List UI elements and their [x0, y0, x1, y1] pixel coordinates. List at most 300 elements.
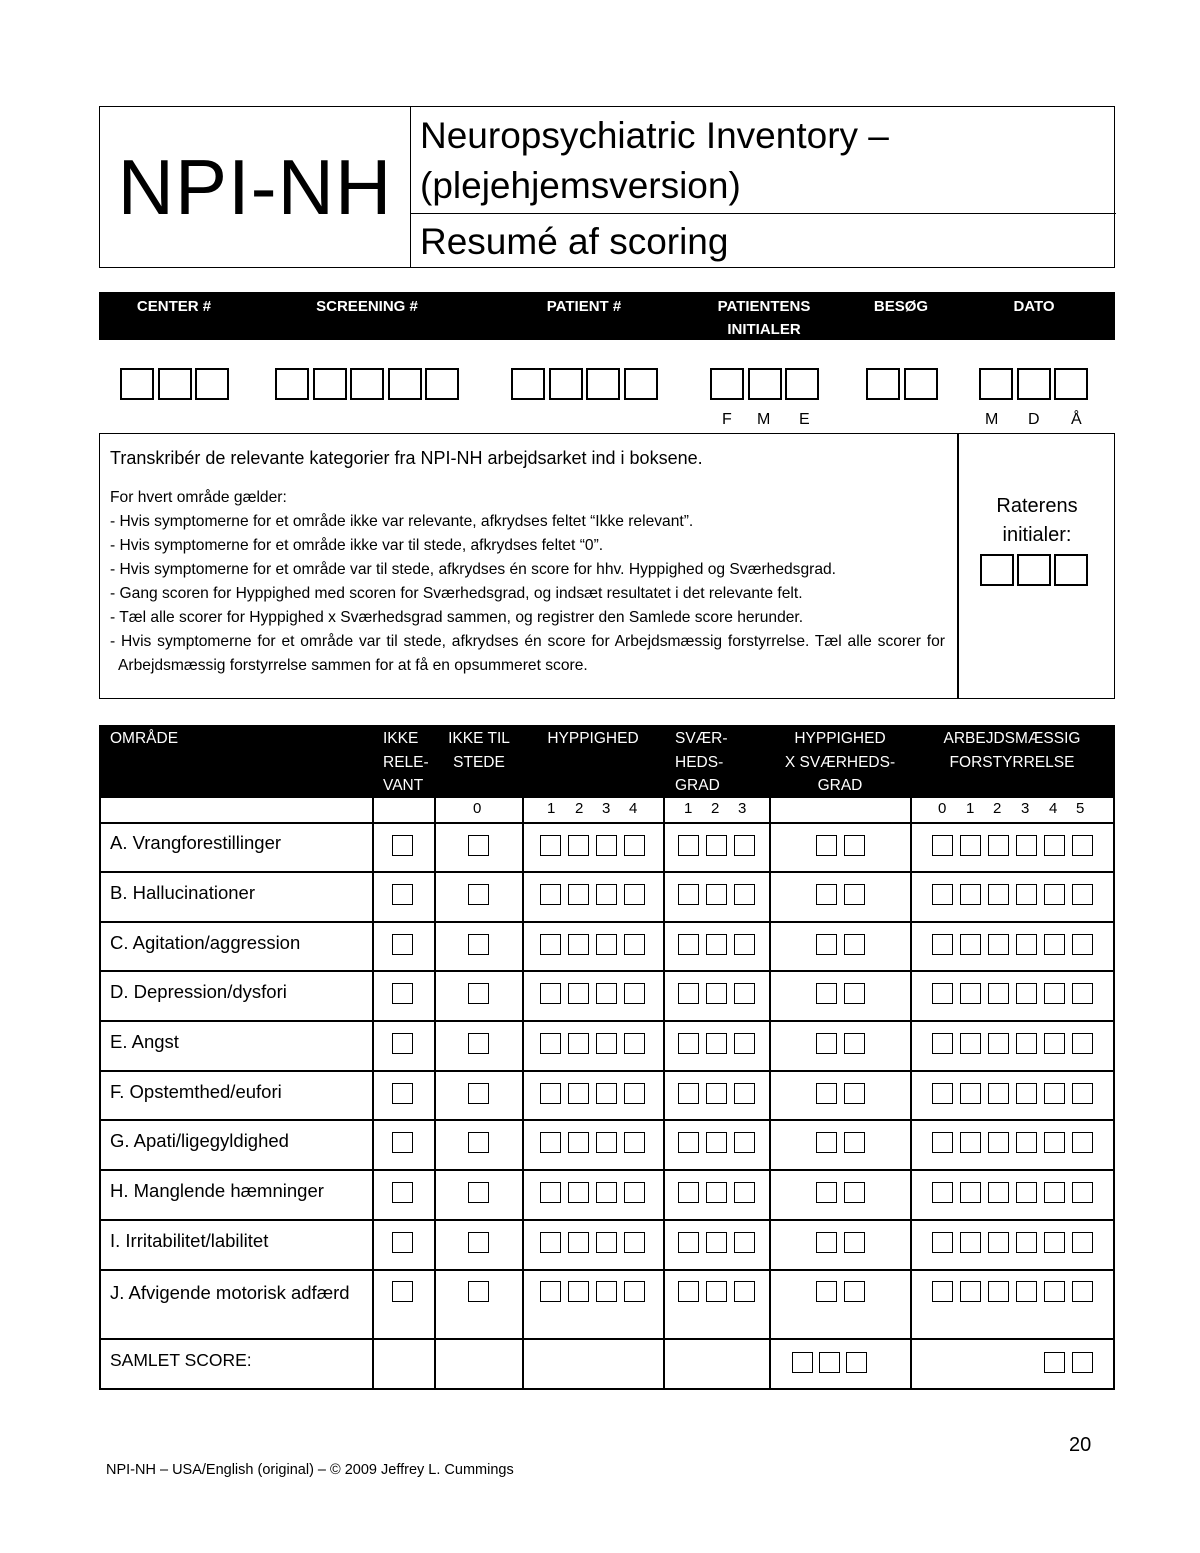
initials-header — [694, 295, 834, 341]
row-b-freq-x-sev-checkbox[interactable] — [844, 884, 865, 905]
scale-severity-2: 2 — [711, 800, 720, 817]
col-header-frequency: HYPPIGHED — [547, 730, 639, 747]
screening-entry-box[interactable] — [388, 368, 422, 400]
row-f-freq-x-sev-checkbox[interactable] — [816, 1083, 837, 1104]
row-a-disruption-checkbox[interactable] — [932, 835, 953, 856]
row-a-freq-x-sev-checkbox[interactable] — [844, 835, 865, 856]
table-row-line — [99, 822, 1115, 824]
row-label-i: I. Irritabilitet/labilitet — [110, 1230, 269, 1251]
total-freq-x-sev-box[interactable] — [819, 1352, 840, 1373]
visit-entry-box[interactable] — [866, 368, 900, 400]
col-header-disruption — [911, 727, 1113, 774]
row-c-disruption-checkbox[interactable] — [1016, 934, 1037, 955]
row-d-frequency-checkbox[interactable] — [596, 983, 617, 1004]
row-label-f: F. Opstemthed/eufori — [110, 1081, 282, 1102]
form-title-line1: Neuropsychiatric Inventory – — [420, 115, 889, 156]
row-a-not-present-checkbox[interactable] — [468, 835, 489, 856]
row-j-frequency-checkbox[interactable] — [540, 1281, 561, 1302]
row-d-frequency-checkbox[interactable] — [540, 983, 561, 1004]
row-e-disruption-checkbox[interactable] — [988, 1033, 1009, 1054]
row-d-severity-checkbox[interactable] — [678, 983, 699, 1004]
date-entry-box[interactable] — [979, 368, 1013, 400]
row-i-disruption-checkbox[interactable] — [932, 1232, 953, 1253]
row-j-disruption-checkbox[interactable] — [932, 1281, 953, 1302]
row-i-frequency-checkbox[interactable] — [624, 1232, 645, 1253]
row-j-disruption-checkbox[interactable] — [1044, 1281, 1065, 1302]
table-row-line — [99, 1070, 1115, 1072]
screening-entry-box[interactable] — [350, 368, 384, 400]
scale-frequency-3: 3 — [602, 800, 611, 817]
row-e-disruption-checkbox[interactable] — [1016, 1033, 1037, 1054]
row-e-frequency-checkbox[interactable] — [624, 1033, 645, 1054]
row-label-a: A. Vrangforestillinger — [110, 832, 282, 853]
scale-frequency-1: 1 — [547, 800, 556, 817]
instructions-divider — [957, 434, 959, 698]
row-c-freq-x-sev-checkbox[interactable] — [816, 934, 837, 955]
row-g-disruption-checkbox[interactable] — [960, 1132, 981, 1153]
row-c-not-relevant-checkbox[interactable] — [392, 934, 413, 955]
row-e-frequency-checkbox[interactable] — [596, 1033, 617, 1054]
row-a-freq-x-sev-checkbox[interactable] — [816, 835, 837, 856]
row-e-frequency-checkbox[interactable] — [540, 1033, 561, 1054]
row-c-severity-checkbox[interactable] — [678, 934, 699, 955]
row-i-not-present-checkbox[interactable] — [468, 1232, 489, 1253]
row-i-disruption-checkbox[interactable] — [1072, 1232, 1093, 1253]
date-header: DATO — [1013, 298, 1055, 315]
row-h-disruption-checkbox[interactable] — [1016, 1182, 1037, 1203]
rater-initials-box[interactable] — [980, 554, 1014, 586]
row-g-freq-x-sev-checkbox[interactable] — [816, 1132, 837, 1153]
initials-sub-e: E — [799, 411, 810, 428]
instruction-item: - Tæl alle scorer for Hyppighed x Sværhedsgrad sammen, og registrer den Samlede score herunder. — [110, 609, 804, 626]
date-sub-m: M — [985, 411, 999, 428]
row-label-e: E. Angst — [110, 1031, 179, 1052]
row-e-freq-x-sev-checkbox[interactable] — [844, 1033, 865, 1054]
row-a-severity-checkbox[interactable] — [678, 835, 699, 856]
scale-disruption-0: 0 — [938, 800, 947, 817]
row-j-disruption-checkbox[interactable] — [1072, 1281, 1093, 1302]
date-sub-d: D — [1028, 411, 1040, 428]
rater-label-line2: initialer: — [1002, 524, 1072, 546]
row-g-severity-checkbox[interactable] — [734, 1132, 755, 1153]
visit-entry-box[interactable] — [904, 368, 938, 400]
scoring-table-header — [99, 725, 1115, 798]
row-c-disruption-checkbox[interactable] — [960, 934, 981, 955]
table-column-line — [99, 797, 101, 1389]
row-label-g: G. Apati/ligegyldighed — [110, 1130, 289, 1151]
row-c-frequency-checkbox[interactable] — [624, 934, 645, 955]
table-row-line — [99, 1219, 1115, 1221]
col-header-not-present-2: STEDE — [453, 753, 505, 771]
row-h-frequency-checkbox[interactable] — [540, 1182, 561, 1203]
screening-entry-box[interactable] — [313, 368, 347, 400]
screening-header: SCREENING # — [316, 298, 418, 315]
row-a-disruption-checkbox[interactable] — [1016, 835, 1037, 856]
table-column-line — [434, 797, 436, 1389]
date-entry-box[interactable] — [1017, 368, 1051, 400]
col-header-not-relevant-3: VANT — [383, 777, 424, 794]
row-j-freq-x-sev-checkbox[interactable] — [844, 1281, 865, 1302]
row-h-severity-checkbox[interactable] — [678, 1182, 699, 1203]
instruction-item: - Hvis symptomerne for et område var til stede, afkrydses én score for hhv. Hyppighed og Sværhedsgrad. — [110, 561, 837, 578]
row-f-frequency-checkbox[interactable] — [540, 1083, 561, 1104]
row-i-frequency-checkbox[interactable] — [596, 1232, 617, 1253]
row-h-disruption-checkbox[interactable] — [988, 1182, 1009, 1203]
row-i-severity-checkbox[interactable] — [734, 1232, 755, 1253]
title-divider — [410, 213, 1116, 214]
row-e-disruption-checkbox[interactable] — [932, 1033, 953, 1054]
col-header-freq-x-sev-1: HYPPIGHED — [794, 730, 886, 747]
patient-entry-box[interactable] — [549, 368, 583, 400]
patient-header: PATIENT # — [546, 298, 622, 315]
row-d-disruption-checkbox[interactable] — [988, 983, 1009, 1004]
row-d-disruption-checkbox[interactable] — [932, 983, 953, 1004]
row-g-frequency-checkbox[interactable] — [568, 1132, 589, 1153]
row-h-disruption-checkbox[interactable] — [932, 1182, 953, 1203]
row-e-disruption-checkbox[interactable] — [1044, 1033, 1065, 1054]
row-f-frequency-checkbox[interactable] — [596, 1083, 617, 1104]
row-d-severity-checkbox[interactable] — [706, 983, 727, 1004]
row-j-not-present-checkbox[interactable] — [468, 1281, 489, 1302]
row-d-disruption-checkbox[interactable] — [1016, 983, 1037, 1004]
acronym: NPI-NH — [117, 142, 393, 231]
instructions-lead: Transkribér de relevante kategorier fra NPI-NH arbejdsarket ind i boksene. — [110, 448, 703, 468]
row-f-severity-checkbox[interactable] — [734, 1083, 755, 1104]
row-f-not-present-checkbox[interactable] — [468, 1083, 489, 1104]
row-i-disruption-checkbox[interactable] — [988, 1232, 1009, 1253]
row-label-c: C. Agitation/aggression — [110, 932, 301, 953]
col-header-not-relevant-2: RELE- — [383, 753, 429, 771]
table-row-line — [99, 1119, 1115, 1121]
table-row-line — [99, 970, 1115, 972]
row-g-disruption-checkbox[interactable] — [988, 1132, 1009, 1153]
row-e-severity-checkbox[interactable] — [734, 1033, 755, 1054]
row-a-not-relevant-checkbox[interactable] — [392, 835, 413, 856]
scale-disruption-4: 4 — [1049, 800, 1058, 817]
instruction-item: - Hvis symptomerne for et område ikke var til stede, afkrydses feltet “0”. — [110, 537, 604, 554]
row-c-severity-checkbox[interactable] — [706, 934, 727, 955]
row-j-disruption-checkbox[interactable] — [1016, 1281, 1037, 1302]
row-b-not-relevant-checkbox[interactable] — [392, 884, 413, 905]
col-header-domain: OMRÅDE — [110, 730, 179, 747]
row-d-disruption-checkbox[interactable] — [960, 983, 981, 1004]
row-j-severity-checkbox[interactable] — [706, 1281, 727, 1302]
row-a-disruption-checkbox[interactable] — [960, 835, 981, 856]
rater-label-line1: Raterens — [996, 495, 1078, 517]
row-c-disruption-checkbox[interactable] — [988, 934, 1009, 955]
row-c-frequency-checkbox[interactable] — [568, 934, 589, 955]
scale-severity-3: 3 — [738, 800, 747, 817]
row-d-freq-x-sev-checkbox[interactable] — [844, 983, 865, 1004]
row-i-disruption-checkbox[interactable] — [1016, 1232, 1037, 1253]
row-g-severity-checkbox[interactable] — [706, 1132, 727, 1153]
acronym-cell — [100, 107, 411, 267]
row-d-freq-x-sev-checkbox[interactable] — [816, 983, 837, 1004]
row-h-severity-checkbox[interactable] — [734, 1182, 755, 1203]
row-i-frequency-checkbox[interactable] — [540, 1232, 561, 1253]
row-h-not-present-checkbox[interactable] — [468, 1182, 489, 1203]
rater-initials-box[interactable] — [1017, 554, 1051, 586]
row-i-severity-checkbox[interactable] — [706, 1232, 727, 1253]
center-entry-box[interactable] — [195, 368, 229, 400]
col-header-not-present-1: IKKE TIL — [448, 730, 510, 747]
instructions-box — [99, 433, 1115, 699]
row-d-severity-checkbox[interactable] — [734, 983, 755, 1004]
row-g-not-relevant-checkbox[interactable] — [392, 1132, 413, 1153]
row-f-disruption-checkbox[interactable] — [1016, 1083, 1037, 1104]
row-a-frequency-checkbox[interactable] — [596, 835, 617, 856]
table-column-line — [1113, 797, 1115, 1389]
row-c-frequency-checkbox[interactable] — [596, 934, 617, 955]
initials-entry-box[interactable] — [785, 368, 819, 400]
scale-frequency-2: 2 — [575, 800, 584, 817]
table-row-line — [99, 1338, 1115, 1340]
row-i-freq-x-sev-checkbox[interactable] — [844, 1232, 865, 1253]
row-j-frequency-checkbox[interactable] — [624, 1281, 645, 1302]
instruction-item: - Hvis symptomerne for et område ikke var relevante, afkrydses feltet “Ikke relevant”. — [110, 513, 694, 530]
row-i-disruption-checkbox[interactable] — [960, 1232, 981, 1253]
row-h-freq-x-sev-checkbox[interactable] — [844, 1182, 865, 1203]
row-d-disruption-checkbox[interactable] — [1044, 983, 1065, 1004]
row-b-frequency-checkbox[interactable] — [568, 884, 589, 905]
initials-sub-f: F — [722, 411, 732, 428]
table-row-line — [99, 1388, 1115, 1390]
row-h-frequency-checkbox[interactable] — [568, 1182, 589, 1203]
scale-frequency-4: 4 — [629, 800, 638, 817]
scale-severity-1: 1 — [684, 800, 693, 817]
row-f-disruption-checkbox[interactable] — [932, 1083, 953, 1104]
row-j-severity-checkbox[interactable] — [678, 1281, 699, 1302]
center-entry-box[interactable] — [158, 368, 192, 400]
instruction-item: - Hvis symptomerne for et område var til stede, afkrydses én score for Arbejdsmæssig forstyrrelse. Tæl alle scorer for Arbejdsmæssig forstyrrelse sammen for at få en opsummeret score. — [110, 633, 945, 674]
row-h-disruption-checkbox[interactable] — [1072, 1182, 1093, 1203]
row-h-frequency-checkbox[interactable] — [624, 1182, 645, 1203]
row-f-frequency-checkbox[interactable] — [624, 1083, 645, 1104]
row-d-frequency-checkbox[interactable] — [624, 983, 645, 1004]
row-a-severity-checkbox[interactable] — [734, 835, 755, 856]
row-h-disruption-checkbox[interactable] — [960, 1182, 981, 1203]
scale-disruption-3: 3 — [1021, 800, 1030, 817]
row-b-disruption-checkbox[interactable] — [1016, 884, 1037, 905]
row-c-disruption-checkbox[interactable] — [1072, 934, 1093, 955]
col-header-freq-x-sev-3: GRAD — [817, 777, 863, 794]
row-g-freq-x-sev-checkbox[interactable] — [844, 1132, 865, 1153]
footer-copyright: NPI-NH – USA/English (original) – © 2009 Jeffrey L. Cummings — [106, 1462, 514, 1478]
visit-header: BESØG — [873, 298, 929, 315]
row-b-not-present-checkbox[interactable] — [468, 884, 489, 905]
center-entry-box[interactable] — [120, 368, 154, 400]
row-e-not-present-checkbox[interactable] — [468, 1033, 489, 1054]
total-disruption-box[interactable] — [1072, 1352, 1093, 1373]
row-b-disruption-checkbox[interactable] — [1072, 884, 1093, 905]
row-i-severity-checkbox[interactable] — [678, 1232, 699, 1253]
title-block — [99, 106, 1115, 268]
row-b-severity-checkbox[interactable] — [734, 884, 755, 905]
scale-not-present-0: 0 — [473, 800, 482, 817]
row-a-disruption-checkbox[interactable] — [1072, 835, 1093, 856]
col-header-severity-1: SVÆR- — [675, 730, 728, 747]
row-h-not-relevant-checkbox[interactable] — [392, 1182, 413, 1203]
row-i-frequency-checkbox[interactable] — [568, 1232, 589, 1253]
col-header-not-relevant-1: IKKE — [383, 730, 419, 747]
total-freq-x-sev-box[interactable] — [846, 1352, 867, 1373]
instructions-list — [110, 486, 945, 678]
row-a-frequency-checkbox[interactable] — [624, 835, 645, 856]
row-b-disruption-checkbox[interactable] — [932, 884, 953, 905]
patient-entry-box[interactable] — [511, 368, 545, 400]
row-d-not-present-checkbox[interactable] — [468, 983, 489, 1004]
col-header-freq-x-sev — [770, 727, 910, 798]
row-i-not-relevant-checkbox[interactable] — [392, 1232, 413, 1253]
row-a-severity-checkbox[interactable] — [706, 835, 727, 856]
row-j-freq-x-sev-checkbox[interactable] — [816, 1281, 837, 1302]
total-score-label: SAMLET SCORE: — [110, 1350, 252, 1370]
patient-entry-box[interactable] — [624, 368, 658, 400]
row-g-disruption-checkbox[interactable] — [1072, 1132, 1093, 1153]
col-header-severity-2: HEDS- — [675, 753, 724, 771]
row-f-disruption-checkbox[interactable] — [988, 1083, 1009, 1104]
row-b-disruption-checkbox[interactable] — [1044, 884, 1065, 905]
row-h-frequency-checkbox[interactable] — [596, 1182, 617, 1203]
initials-entry-box[interactable] — [710, 368, 744, 400]
screening-entry-box[interactable] — [275, 368, 309, 400]
row-b-severity-checkbox[interactable] — [678, 884, 699, 905]
row-g-disruption-checkbox[interactable] — [932, 1132, 953, 1153]
row-g-severity-checkbox[interactable] — [678, 1132, 699, 1153]
row-e-disruption-checkbox[interactable] — [960, 1033, 981, 1054]
form-title-line2: (plejehjemsversion) — [420, 165, 741, 206]
col-header-disruption-1: ARBEJDSMÆSSIG — [943, 730, 1081, 747]
table-row-line — [99, 871, 1115, 873]
row-g-disruption-checkbox[interactable] — [1016, 1132, 1037, 1153]
row-h-severity-checkbox[interactable] — [706, 1182, 727, 1203]
row-h-disruption-checkbox[interactable] — [1044, 1182, 1065, 1203]
table-row-line — [99, 921, 1115, 923]
initials-sub-m: M — [757, 411, 771, 428]
row-b-frequency-checkbox[interactable] — [540, 884, 561, 905]
form-title — [420, 111, 1100, 211]
scale-disruption-5: 5 — [1076, 800, 1085, 817]
row-f-freq-x-sev-checkbox[interactable] — [844, 1083, 865, 1104]
row-j-disruption-checkbox[interactable] — [960, 1281, 981, 1302]
row-c-disruption-checkbox[interactable] — [932, 934, 953, 955]
table-column-line — [522, 797, 524, 1389]
id-header-bar — [99, 292, 1115, 340]
col-header-severity-3: GRAD — [675, 777, 720, 794]
row-g-disruption-checkbox[interactable] — [1044, 1132, 1065, 1153]
row-a-frequency-checkbox[interactable] — [540, 835, 561, 856]
row-i-freq-x-sev-checkbox[interactable] — [816, 1232, 837, 1253]
table-row-line — [99, 1269, 1115, 1271]
patient-entry-box[interactable] — [586, 368, 620, 400]
row-e-not-relevant-checkbox[interactable] — [392, 1033, 413, 1054]
row-f-disruption-checkbox[interactable] — [960, 1083, 981, 1104]
initials-header-line2: INITIALER — [727, 321, 801, 338]
row-f-severity-checkbox[interactable] — [706, 1083, 727, 1104]
row-f-disruption-checkbox[interactable] — [1044, 1083, 1065, 1104]
row-b-frequency-checkbox[interactable] — [596, 884, 617, 905]
row-e-frequency-checkbox[interactable] — [568, 1033, 589, 1054]
row-j-frequency-checkbox[interactable] — [568, 1281, 589, 1302]
row-g-frequency-checkbox[interactable] — [596, 1132, 617, 1153]
rater-initials-box[interactable] — [1054, 554, 1088, 586]
initials-entry-box[interactable] — [748, 368, 782, 400]
row-d-frequency-checkbox[interactable] — [568, 983, 589, 1004]
row-i-disruption-checkbox[interactable] — [1044, 1232, 1065, 1253]
row-c-not-present-checkbox[interactable] — [468, 934, 489, 955]
row-f-severity-checkbox[interactable] — [678, 1083, 699, 1104]
form-subtitle: Resumé af scoring — [420, 221, 729, 262]
row-h-freq-x-sev-checkbox[interactable] — [816, 1182, 837, 1203]
row-label-h: H. Manglende hæmninger — [110, 1180, 324, 1201]
row-label-d: D. Depression/dysfori — [110, 981, 287, 1002]
date-entry-box[interactable] — [1054, 368, 1088, 400]
row-d-disruption-checkbox[interactable] — [1072, 983, 1093, 1004]
instructions-intro: For hvert område gælder: — [110, 489, 287, 506]
row-f-not-relevant-checkbox[interactable] — [392, 1083, 413, 1104]
row-g-frequency-checkbox[interactable] — [540, 1132, 561, 1153]
col-header-severity — [675, 727, 728, 798]
row-b-disruption-checkbox[interactable] — [960, 884, 981, 905]
col-header-not-relevant — [383, 727, 429, 798]
col-header-freq-x-sev-2: X SVÆRHEDS- — [784, 753, 896, 771]
row-d-not-relevant-checkbox[interactable] — [392, 983, 413, 1004]
table-row-line — [99, 1020, 1115, 1022]
scale-disruption-1: 1 — [966, 800, 975, 817]
row-j-frequency-checkbox[interactable] — [596, 1281, 617, 1302]
row-j-not-relevant-checkbox[interactable] — [392, 1281, 413, 1302]
table-column-line — [769, 797, 771, 1389]
row-label-b: B. Hallucinationer — [110, 882, 255, 903]
table-column-line — [910, 797, 912, 1389]
row-c-frequency-checkbox[interactable] — [540, 934, 561, 955]
row-c-disruption-checkbox[interactable] — [1044, 934, 1065, 955]
row-b-freq-x-sev-checkbox[interactable] — [816, 884, 837, 905]
row-c-freq-x-sev-checkbox[interactable] — [844, 934, 865, 955]
row-b-disruption-checkbox[interactable] — [988, 884, 1009, 905]
row-j-severity-checkbox[interactable] — [734, 1281, 755, 1302]
initials-header-line1: PATIENTENS — [717, 298, 811, 315]
row-f-frequency-checkbox[interactable] — [568, 1083, 589, 1104]
row-a-disruption-checkbox[interactable] — [1044, 835, 1065, 856]
date-sub-a: Å — [1071, 411, 1082, 428]
row-b-severity-checkbox[interactable] — [706, 884, 727, 905]
table-row-line — [99, 1169, 1115, 1171]
row-e-freq-x-sev-checkbox[interactable] — [816, 1033, 837, 1054]
rater-initials-label — [960, 492, 1114, 550]
row-f-disruption-checkbox[interactable] — [1072, 1083, 1093, 1104]
table-column-line — [372, 797, 374, 1389]
col-header-not-present — [435, 727, 523, 774]
row-a-frequency-checkbox[interactable] — [568, 835, 589, 856]
total-freq-x-sev-box[interactable] — [792, 1352, 813, 1373]
row-a-disruption-checkbox[interactable] — [988, 835, 1009, 856]
row-label-j: J. Afvigende motorisk adfærd — [110, 1282, 350, 1303]
row-e-severity-checkbox[interactable] — [678, 1033, 699, 1054]
row-e-severity-checkbox[interactable] — [706, 1033, 727, 1054]
row-g-not-present-checkbox[interactable] — [468, 1132, 489, 1153]
table-column-line — [663, 797, 665, 1389]
row-e-disruption-checkbox[interactable] — [1072, 1033, 1093, 1054]
scale-disruption-2: 2 — [993, 800, 1002, 817]
instruction-item: - Gang scoren for Hyppighed med scoren for Sværhedsgrad, og indsæt resultatet i det relevante felt. — [110, 585, 803, 602]
screening-entry-box[interactable] — [425, 368, 459, 400]
row-c-severity-checkbox[interactable] — [734, 934, 755, 955]
row-b-frequency-checkbox[interactable] — [624, 884, 645, 905]
row-j-disruption-checkbox[interactable] — [988, 1281, 1009, 1302]
total-disruption-box[interactable] — [1044, 1352, 1065, 1373]
row-g-frequency-checkbox[interactable] — [624, 1132, 645, 1153]
